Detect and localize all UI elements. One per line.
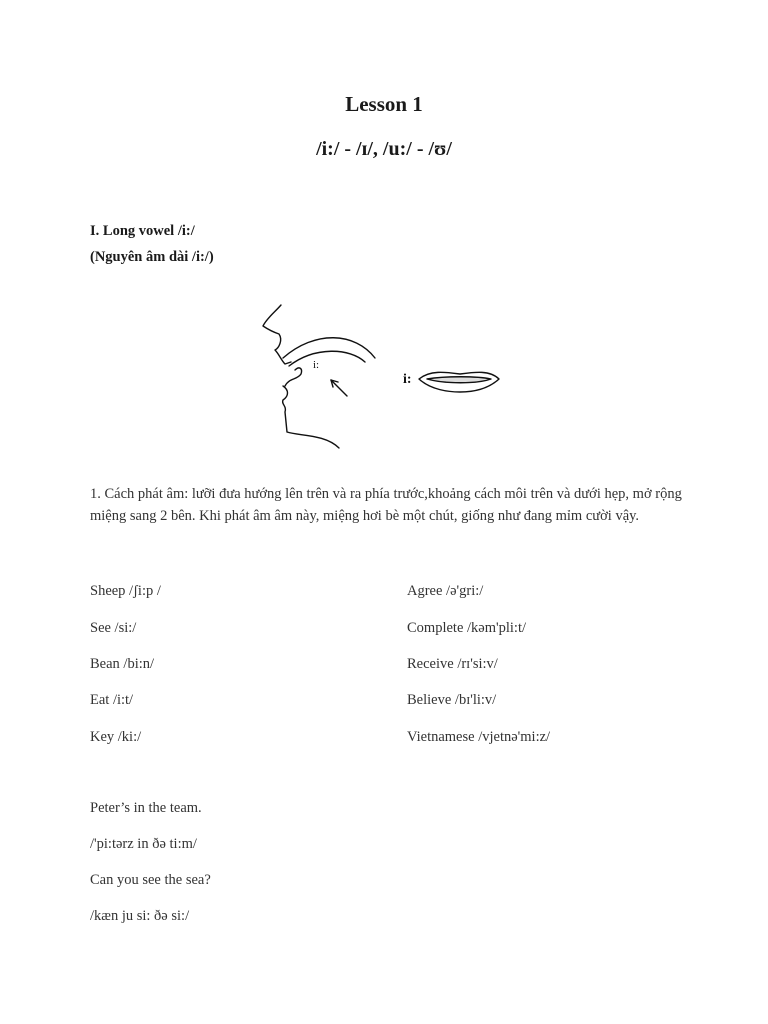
word-item: Receive /rɪ'si:v/ — [407, 656, 498, 672]
sentence: Can you see the sea? — [90, 872, 211, 888]
lower-lip — [283, 386, 339, 448]
lesson-subtitle: /i:/ - /ɪ/, /u:/ - /ʊ/ — [316, 138, 452, 160]
pronunciation-diagram — [255, 300, 505, 455]
section-subheading: (Nguyên âm dài /i:/) — [90, 249, 214, 265]
section-heading: I. Long vowel /i:/ — [90, 223, 195, 239]
palate-inner — [289, 351, 365, 366]
word-item: Agree /ə'gri:/ — [407, 583, 484, 599]
pronunciation-instruction: 1. Cách phát âm: lưỡi đưa hướng lên trên và ra phía trước,khoảng cách môi trên và dưới hẹp, mở rộng miệng sang 2 bên. Khi phát âm âm này, miệng hơi bè một chút, giống như đang mỉm cười vậy. — [90, 485, 682, 524]
word-item: Bean /bi:n/ — [90, 656, 155, 672]
tongue-arrow — [331, 380, 347, 396]
word-item: Believe /bɪ'li:v/ — [407, 692, 497, 708]
lesson-title: Lesson 1 — [345, 92, 423, 116]
word-item: Eat /i:t/ — [90, 692, 134, 708]
word-item: Key /ki:/ — [90, 729, 142, 745]
word-item: Vietnamese /vjetnə'mi:z/ — [407, 729, 551, 745]
tongue-tip — [285, 368, 302, 386]
sentence: Peter’s in the team. — [90, 800, 202, 816]
word-item: Complete /kəm'pli:t/ — [407, 620, 527, 636]
word-item: Sheep /ʃi:p / — [90, 583, 161, 599]
palate-outer — [283, 338, 375, 358]
sentence-transcription: /'pi:tərz in ðə ti:m/ — [90, 836, 197, 852]
word-item: See /si:/ — [90, 620, 137, 636]
lips-label: i: — [403, 372, 412, 387]
sentence-transcription: /kæn ju si: ðə si:/ — [90, 908, 190, 924]
mouth-label: i: — [313, 359, 320, 371]
lips-teeth — [427, 377, 491, 383]
